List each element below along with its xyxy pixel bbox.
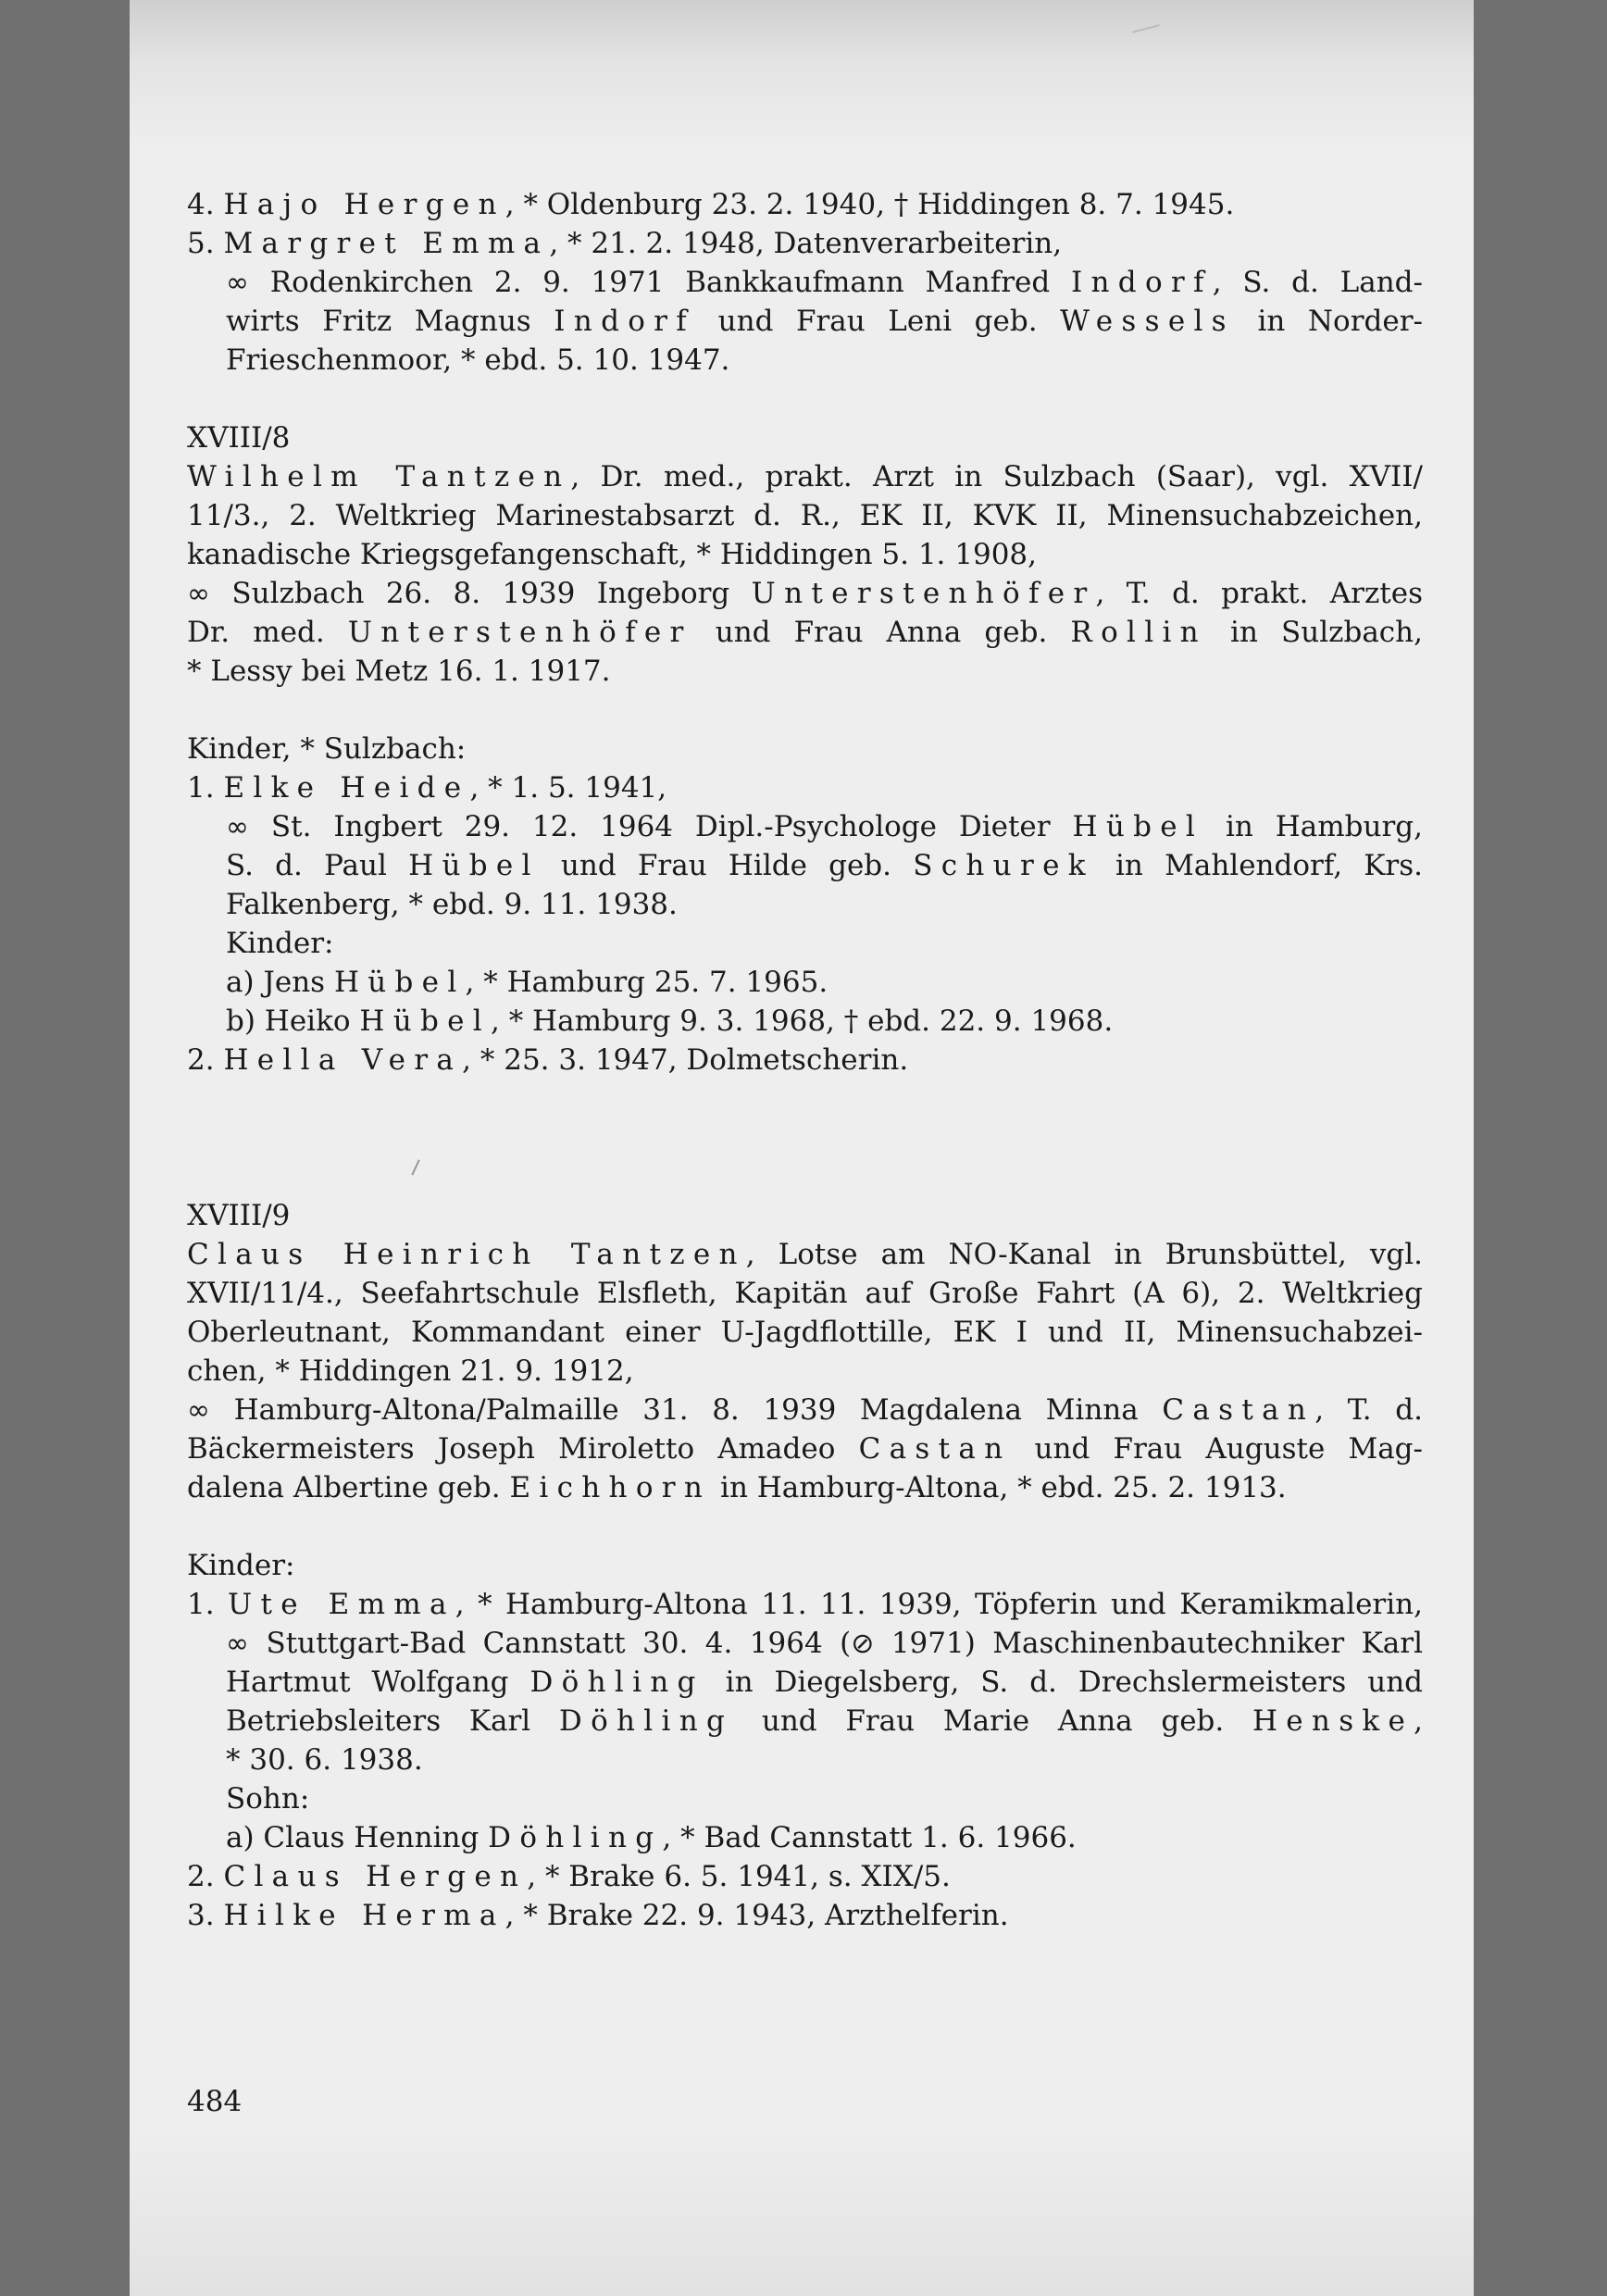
text-run: Sulzbach 26. 8. 1939 Ingeborg (210, 577, 752, 610)
line-margret-marriage-3 (187, 341, 1423, 380)
text-run: und Frau Hilde geb. (539, 849, 914, 882)
text-run: in Mahlendorf, Krs. (1093, 849, 1423, 882)
text-run: 2. (187, 1043, 224, 1077)
line-ute-marriage-2 (187, 1663, 1423, 1702)
text-run: 3. (187, 1899, 224, 1932)
line-claus-5 (187, 1391, 1423, 1429)
line-hella (187, 1041, 1423, 1079)
text-run: in Sulzbach, (1206, 616, 1423, 649)
heading-xviii-9 (187, 1196, 1423, 1235)
text-run: , * Hamburg-Altona 11. 11. 1939, Töpferin und Keramikmalerin, (455, 1588, 1423, 1621)
spaced-name: Rollin (1070, 616, 1207, 649)
spaced-name: Döhling (558, 1704, 734, 1738)
text-run: a) Jens (226, 966, 334, 999)
line-kinder-sulzbach (187, 730, 1423, 768)
spaced-name: Unterstenhöfer (751, 577, 1096, 610)
text-run: b) Heiko (226, 1004, 360, 1038)
spaced-name: Döhling (488, 1821, 663, 1854)
text-run: in Hamburg-Altona, * ebd. 25. 2. 1913. (711, 1471, 1287, 1504)
spaced-name: Claus Heinrich Tantzen (187, 1238, 746, 1271)
text-run: Sohn: (226, 1782, 310, 1816)
spaced-name: Hilke Herma (223, 1899, 505, 1932)
text-run: , Dr. med., prakt. Arzt in Sulzbach (Saar), vgl. XVII/ (570, 460, 1423, 493)
line-ute (187, 1585, 1423, 1624)
spaced-name: Unterstenhöfer (347, 616, 692, 649)
spaced-name: Wilhelm Tantzen (187, 460, 571, 493)
text-run: , Lotse am NO-Kanal in Brunsbüttel, vgl. (745, 1238, 1423, 1271)
text-run: 1. (187, 771, 224, 805)
spaced-name: Wessels (1060, 305, 1235, 338)
text-run: und Frau Marie Anna geb. (733, 1704, 1252, 1738)
spacer (187, 691, 1423, 730)
text-run: , * 21. 2. 1948, Datenverarbeiterin, (549, 227, 1063, 260)
spaced-name: Hübel (333, 966, 466, 999)
text-run: * Lessy bei Metz 16. 1. 1917. (187, 655, 611, 688)
symbol: ∞ (187, 1394, 210, 1427)
line-wilhelm-2 (187, 496, 1423, 535)
text-run: 1. (187, 1588, 229, 1621)
spaced-name: Hella Vera (223, 1043, 463, 1077)
spacer (187, 1079, 1423, 1196)
text-run: Kinder: (226, 927, 334, 960)
text-run: , S. d. Land- (1212, 266, 1423, 299)
line-elke (187, 768, 1423, 807)
line-hilke (187, 1896, 1423, 1935)
text-run: kanadische Kriegsgefangenschaft, * Hiddingen 5. 1. 1908, (187, 538, 1038, 571)
line-jens (187, 963, 1423, 1002)
line-elke-marriage-2 (187, 846, 1423, 885)
line-kinder (187, 1546, 1423, 1585)
text-run: , * Brake 6. 5. 1941, s. XIX/5. (527, 1860, 951, 1893)
spacer (187, 380, 1423, 418)
spaced-name: Margret Emma (223, 227, 550, 260)
text-run: , * Brake 22. 9. 1943, Arzthelferin. (505, 1899, 1009, 1932)
line-wilhelm-3 (187, 535, 1423, 574)
text-run: Rodenkirchen 2. 9. 1971 Bankkaufmann Manfred (249, 266, 1071, 299)
spaced-name: Elke Heide (223, 771, 470, 805)
line-wilhelm-6 (187, 652, 1423, 691)
text-run: Dr. med. (187, 616, 348, 649)
line-claus-3 (187, 1313, 1423, 1352)
symbol: ∞ (226, 1628, 249, 1660)
spaced-name: Eichhorn (509, 1471, 712, 1504)
line-elke-marriage-3 (187, 885, 1423, 924)
line-ute-marriage-3 (187, 1702, 1423, 1741)
text-run: 11/3., 2. Weltkrieg Marinestabsarzt d. R., EK II, KVK II, Minensuchabzeichen, (187, 499, 1423, 532)
line-wilhelm-4 (187, 574, 1423, 613)
text-run: in Hamburg, (1203, 810, 1423, 843)
spaced-name: Hübel (1072, 810, 1204, 843)
line-claus-1 (187, 1235, 1423, 1274)
text-run: , * Hamburg 25. 7. 1965. (465, 966, 828, 999)
spaced-name: Hübel (359, 1004, 491, 1038)
line-wilhelm-1 (187, 457, 1423, 496)
spaced-name: Indorf (1070, 266, 1213, 299)
text-run: Kinder, * Sulzbach: (187, 732, 467, 766)
text-run: Betriebsleiters Karl (226, 1704, 559, 1738)
text-run: in Norder- (1234, 305, 1423, 338)
text-run: Hartmut Wolfgang (226, 1666, 530, 1699)
symbol: ∞ (226, 267, 249, 299)
spaced-name: Hübel (408, 849, 540, 882)
line-margret-marriage-1 (187, 263, 1423, 302)
spaced-name: Henske (1252, 1704, 1414, 1738)
text-run: dalena Albertine geb. (187, 1471, 510, 1504)
line-elke-marriage-1 (187, 807, 1423, 846)
spacer (187, 1507, 1423, 1546)
text-run: Stuttgart-Bad Cannstatt 30. 4. 1964 ( (249, 1627, 852, 1660)
spaced-name: Claus Hergen (223, 1860, 528, 1893)
spaced-name: Hajo Hergen (223, 188, 505, 221)
line-claus-4 (187, 1352, 1423, 1391)
line-claus-6 (187, 1429, 1423, 1468)
text-run: 4. (187, 188, 224, 221)
text-run: und Frau Auguste Mag- (1011, 1432, 1423, 1466)
text-run: , * 1. 5. 1941, (469, 771, 667, 805)
line-claus-2 (187, 1274, 1423, 1313)
text-run: in Diegelsberg, S. d. Drechslermeisters und (704, 1666, 1423, 1699)
text-run: 2. (187, 1860, 224, 1893)
spaced-name: Castan (858, 1432, 1012, 1466)
text-run: 1971) Maschinenbautechniker Karl (874, 1627, 1423, 1660)
text-run: XVII/11/4., Seefahrtschule Elsfleth, Kapitän auf Große Fahrt (A 6), 2. Weltkrieg (187, 1277, 1423, 1310)
spaced-name: Ute Emma (228, 1588, 455, 1621)
text-run: 5. (187, 227, 224, 260)
text-run: XVIII/9 (187, 1199, 291, 1232)
text-run: , T. d. prakt. Arztes (1095, 577, 1423, 610)
text-run: und Frau Anna geb. (691, 616, 1071, 649)
text-run: Bäckermeisters Joseph Miroletto Amadeo (187, 1432, 859, 1466)
symbol: ∞ (187, 578, 210, 610)
text-run: XVIII/8 (187, 421, 291, 455)
text-run: a) Claus Henning (226, 1821, 489, 1854)
spaced-name: Schurek (913, 849, 1094, 882)
line-claus-henning (187, 1818, 1423, 1857)
spaced-name: Döhling (529, 1666, 704, 1699)
text-run: chen, * Hiddingen 21. 9. 1912, (187, 1354, 634, 1388)
text-run: Falkenberg, * ebd. 9. 11. 1938. (226, 888, 678, 921)
text-run: St. Ingbert 29. 12. 1964 Dipl.-Psychologe Dieter (249, 810, 1073, 843)
heading-xviii-8 (187, 418, 1423, 457)
symbol: ⊘ (851, 1628, 875, 1660)
symbol: ∞ (226, 811, 249, 843)
text-run: , * Hamburg 9. 3. 1968, † ebd. 22. 9. 1968. (491, 1004, 1114, 1038)
text-run: Hamburg-Altona/Palmaille 31. 8. 1939 Magdalena Minna (210, 1393, 1163, 1427)
text-run: Oberleutnant, Kommandant einer U-Jagdflottille, EK I und II, Minensuchabzei- (187, 1316, 1423, 1349)
line-ute-marriage-1 (187, 1624, 1423, 1663)
line-ute-sohn (187, 1779, 1423, 1818)
line-claus-hergen (187, 1857, 1423, 1896)
page-text (187, 185, 1423, 1935)
spaced-name: Castan (1162, 1393, 1315, 1427)
paper-mark (1132, 24, 1159, 33)
line-heiko (187, 1002, 1423, 1041)
text-run: S. d. Paul (226, 849, 409, 882)
text-run: , (1414, 1704, 1423, 1738)
page-number: 484 (187, 2085, 243, 2118)
line-claus-7 (187, 1468, 1423, 1507)
line-wilhelm-5 (187, 613, 1423, 652)
line-margret-marriage-2 (187, 302, 1423, 341)
text-run: , * Bad Cannstatt 1. 6. 1966. (662, 1821, 1077, 1854)
line-ute-marriage-4 (187, 1741, 1423, 1779)
line-hajo (187, 185, 1423, 224)
text-run: wirts Fritz Magnus (226, 305, 554, 338)
text-run: * 30. 6. 1938. (226, 1743, 423, 1777)
text-run: Kinder: (187, 1549, 295, 1582)
text-run: , * Oldenburg 23. 2. 1940, † Hiddingen 8. 7. 1945. (505, 188, 1235, 221)
line-margret (187, 224, 1423, 263)
text-run: Frieschenmoor, * ebd. 5. 10. 1947. (226, 343, 730, 377)
line-elke-kinder (187, 924, 1423, 963)
text-run: und Frau Leni geb. (695, 305, 1061, 338)
book-page (130, 0, 1474, 2296)
spaced-name: Indorf (554, 305, 696, 338)
text-run: , T. d. (1314, 1393, 1423, 1427)
text-run: , * 25. 3. 1947, Dolmetscherin. (462, 1043, 909, 1077)
